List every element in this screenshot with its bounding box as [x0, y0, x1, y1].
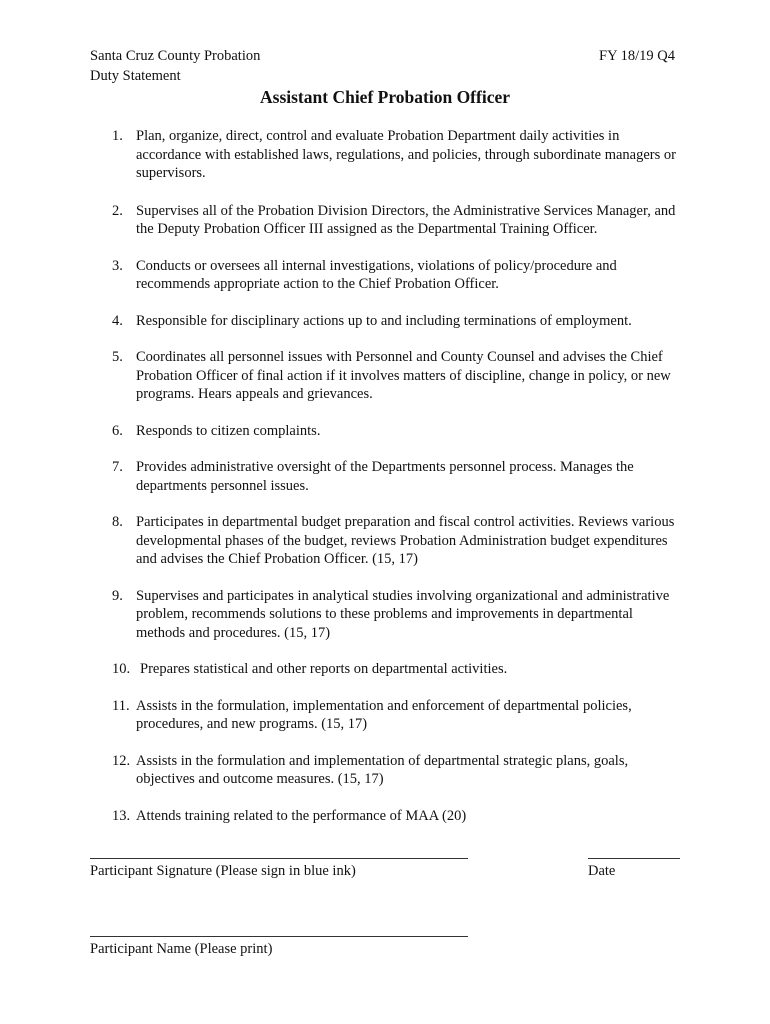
item-text: Attends training related to the performance of MAA (20)	[136, 807, 467, 824]
item-number: 11.	[112, 697, 130, 714]
list-item	[112, 458, 678, 495]
signature-label: Participant Signature (Please sign in blue ink)	[90, 863, 356, 879]
list-item	[112, 513, 678, 569]
item-number: 5.	[112, 349, 123, 365]
name-label: Participant Name (Please print)	[90, 941, 273, 957]
item-text: Provides administrative oversight of the Departments personnel process. Manages the departments personnel issues.	[136, 459, 634, 494]
list-item	[112, 257, 678, 294]
page-title: Assistant Chief Probation Officer	[260, 87, 510, 107]
duties-list	[112, 127, 678, 825]
document-type: Duty Statement	[90, 68, 181, 84]
item-text: Plan, organize, direct, control and evaluate Probation Department daily activities in accordance with established laws, regulations, and policies, through subordinate managers or supervisors.	[136, 128, 676, 181]
list-item	[112, 422, 678, 441]
item-number: 4.	[112, 312, 123, 329]
item-text: Assists in the formulation, implementation and enforcement of departmental policies, procedures, and new programs. (15, 17)	[136, 697, 632, 732]
item-number: 10.	[112, 661, 131, 677]
list-item	[112, 752, 678, 789]
signature-line	[90, 858, 468, 859]
item-number: 13.	[112, 807, 131, 824]
item-text: Responds to citizen complaints.	[136, 422, 321, 439]
list-item	[112, 312, 678, 331]
list-item	[112, 660, 678, 679]
item-number: 1.	[112, 128, 123, 144]
org-name: Santa Cruz County Probation	[90, 48, 261, 64]
list-item	[112, 807, 678, 826]
item-text: Coordinates all personnel issues with Personnel and County Counsel and advises the Chief Probation Officer of final action if it involves matters of discipline, change in policy, or new programs. Hears appeals and grievances.	[136, 349, 671, 402]
item-text: Responsible for disciplinary actions up to and including terminations of employment.	[136, 312, 632, 329]
item-number: 9.	[112, 587, 123, 604]
item-number: 7.	[112, 459, 123, 475]
list-item	[112, 202, 678, 239]
list-item	[112, 587, 678, 643]
list-item	[112, 697, 678, 734]
name-line	[90, 936, 468, 937]
item-text: Supervises all of the Probation Division Directors, the Administrative Services Manager, and the Deputy Probation Officer III assigned as the Departmental Training Officer.	[136, 202, 676, 237]
list-item	[112, 348, 678, 404]
item-text: Participates in departmental budget preparation and fiscal control activities. Reviews various developmental phases of the budget, reviews Probation Administration budget expenditures and advises the Chief Probation Officer. (15, 17)	[136, 514, 675, 567]
item-text: Conducts or oversees all internal investigations, violations of policy/procedure and recommends appropriate action to the Chief Probation Officer.	[136, 257, 617, 292]
item-text: Prepares statistical and other reports on departmental activities.	[140, 661, 508, 677]
date-line	[588, 858, 680, 859]
item-text: Supervises and participates in analytical studies involving organizational and administrative problem, recommends solutions to these problems and improvements in departmental methods and procedures. (15, 17)	[136, 587, 670, 641]
item-text: Assists in the formulation and implementation of departmental strategic plans, goals, objectives and outcome measures. (15, 17)	[136, 752, 629, 787]
item-number: 8.	[112, 514, 123, 530]
fiscal-period: FY 18/19 Q4	[599, 48, 675, 64]
date-label: Date	[588, 863, 616, 879]
item-number: 12.	[112, 752, 131, 769]
item-number: 2.	[112, 202, 123, 219]
item-number: 3.	[112, 257, 123, 274]
list-item	[112, 127, 678, 183]
item-number: 6.	[112, 422, 123, 439]
